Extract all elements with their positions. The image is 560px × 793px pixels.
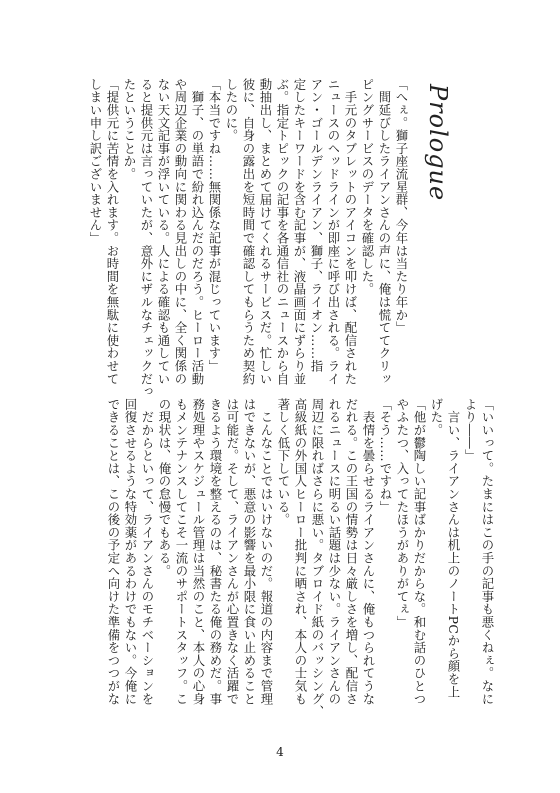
text-line: 周辺に限ればさらに悪い。タブロイド紙のバッシング、 (310, 398, 325, 718)
text-line: 著しく低下している。 (276, 398, 291, 526)
text-line: は可能だ。そして、ライアンさんが心置きなく活躍で (225, 398, 240, 706)
text-line: ニュースのヘッドラインが即座に呼び出される。ライ (326, 78, 341, 386)
text-line: ぶ。指定トピックの記事を各通信社のニュースから自 (275, 78, 290, 386)
text-line: 務処理やスケジュール管理は当然のこと、本人の心身 (191, 398, 206, 706)
text-line: ると提供元は言っていたが、意外にザルなチェックだっ (139, 78, 154, 398)
text-line: 「へぇ。獅子座流星群、今年は当たり年か」 (394, 78, 409, 334)
chapter-heading: Prologue (424, 84, 452, 202)
text-line: やふたつ、入ってたほうがありがてぇ」 (395, 398, 410, 629)
text-line: 「そう……ですね」 (378, 398, 393, 514)
text-line: だからといって、ライアンさんのモチベーションを (140, 398, 155, 706)
text-line: 高級紙の外国人ヒーロー批判に晒され、本人の士気も (293, 398, 308, 706)
text-line: きるよう環境を整えるのは、秘書たる俺の務めだ。事 (208, 398, 223, 706)
text-line: はできないが、悪意の影響を最小限に食い止めること (242, 398, 257, 706)
text-line: ピングサービスのデータを確認した。 (360, 78, 375, 296)
text-line: ない天文記事が浮いている。人による確認も通してい (156, 78, 171, 386)
text-line: 彼に、自身の露出を短時間で確認してもらうため契約 (241, 78, 256, 386)
text-line: できることは、この後の予定へ向けた準備をつつがな (106, 398, 121, 706)
text-line: しまい申し訳ございません」 (88, 78, 103, 245)
text-line: アン・ゴールデンライアン、獅子、ライオン……指 (309, 78, 324, 373)
text-line: げた。 (429, 398, 444, 437)
text-line: だれる。この王国の情勢は日々厳しさを増し、配信さ (344, 398, 359, 706)
text-line: 手元のタブレットのアイコンを叩けば、配信された (343, 78, 358, 386)
text-line: 表情を曇らせるライアンさんに、俺もつられてうな (361, 398, 376, 706)
text-line: の現状は、俺の怠慢でもある。 (157, 398, 172, 578)
text-line: れるニュースに明るい話題は少ない。ライアンさんの (327, 398, 342, 706)
text-line: 「提供元に苦情を入れます。お時間を無駄に使わせて (105, 78, 120, 386)
text-line: 定したキーワードを含む記事が、液晶画面にずらり並 (292, 78, 307, 386)
text-line: 間延びしたライアンさんの声に、俺は慌ててクリッ (377, 78, 392, 386)
text-line: 動抽出し、まとめて届けてくれるサービスだ。忙しい (258, 78, 273, 386)
text-line: 獅子、の単語で紛れ込んだのだろう。ヒーロー活動 (190, 78, 205, 386)
text-line: や周辺企業の動向に関わる見出しの中に、全く関係の (173, 78, 188, 386)
top-text-block (87, 78, 410, 398)
text-line: したのに。 (224, 78, 239, 142)
text-line: 「他が鬱陶しい記事ばかりだからな。和む話のひとつ (412, 398, 427, 706)
text-line: 回復させるような特効薬があるわけでもない。今俺に (123, 398, 138, 706)
text-line: たということか。 (122, 78, 137, 181)
text-line: より――」 (463, 398, 478, 462)
text-line: 「本当ですね……無関係な記事が混じっています」 (207, 78, 222, 373)
text-line: 「いいって。たまにはこの手の記事も悪くねぇ。なに (480, 398, 495, 706)
bottom-text-block (105, 398, 496, 718)
text-line: もメンテナンスしてこそ一流のサポートスタッフ。こ (174, 398, 189, 706)
text-line: 言い、ライアンさんは机上のノートPCから顔を上 (446, 398, 461, 699)
text-line: こんなことではいけないのだ。報道の内容まで管理 (259, 398, 274, 706)
page-number: 4 (276, 745, 284, 759)
